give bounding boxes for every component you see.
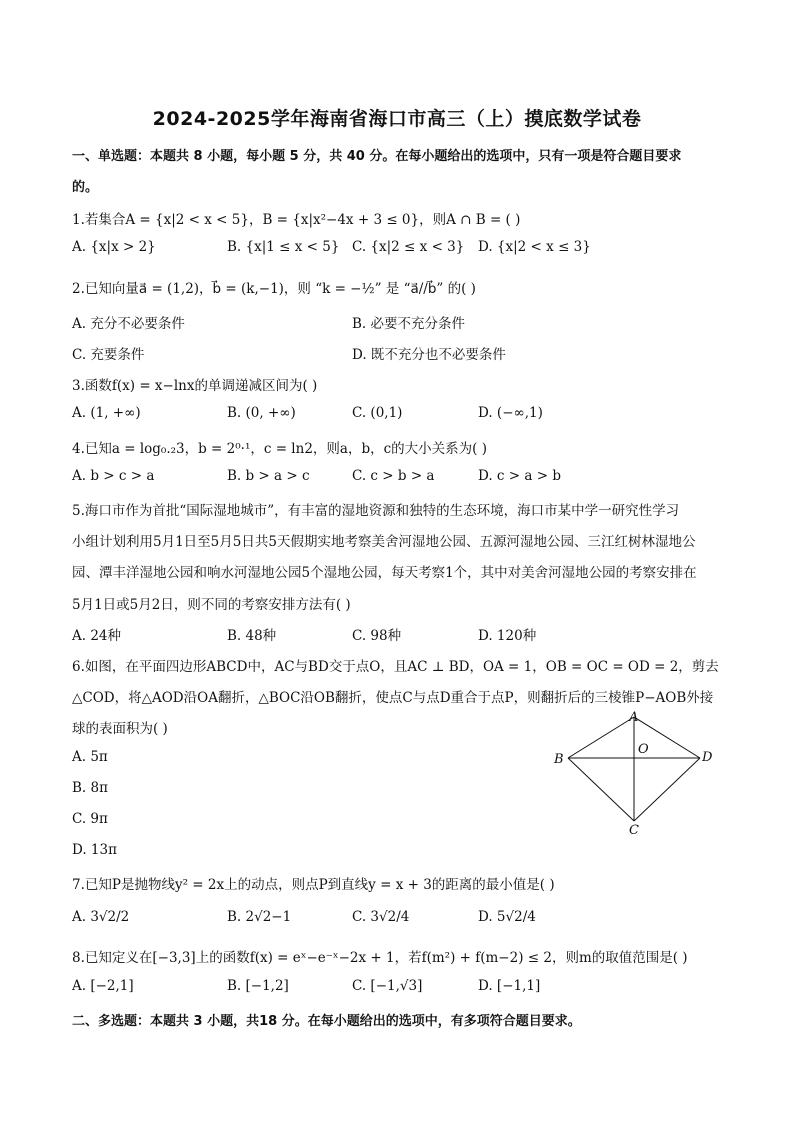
question-2-option-b: B. 必要不充分条件	[352, 316, 466, 332]
section-1-header-cont: 的。	[72, 180, 99, 195]
question-2-option-a: A. 充分不必要条件	[72, 316, 185, 332]
question-8-option-b: B. [−1,2]	[227, 978, 289, 994]
question-1-option-d: D. {x|2 < x ≤ 3}	[478, 239, 591, 255]
question-8-option-a: A. [−2,1]	[72, 978, 134, 994]
question-6-option-d: D. 13π	[72, 842, 117, 858]
question-7-option-b: B. 2√2−1	[227, 909, 292, 925]
page-title: 2024-2025学年海南省海口市高三（上）摸底数学试卷	[152, 108, 642, 130]
question-5-option-b: B. 48种	[227, 628, 277, 644]
question-8-option-d: D. [−1,1]	[478, 978, 541, 994]
question-7-option-c: C. 3√2/4	[352, 909, 410, 925]
figure-label-a: A	[629, 710, 639, 725]
question-5-stem-line-2: 小组计划利用5月1日至5月5日共5天假期实地考察美舍河湿地公园、五源河湿地公园、三江红树林湿地公	[72, 534, 696, 550]
question-4-stem: 4.已知a = log₀.₂3，b = 2⁰·¹，c = ln2，则a，b，c的大小关系为( )	[72, 441, 487, 457]
question-3-option-d: D. (−∞,1)	[478, 405, 543, 421]
question-8-stem: 8.已知定义在[−3,3]上的函数f(x) = eˣ−e⁻ˣ−2x + 1，若f(m²) + f(m−2) ≤ 2，则m的取值范围是( )	[72, 950, 688, 966]
figure-label-o: O	[638, 742, 649, 757]
figure-label-d: D	[702, 750, 713, 765]
question-1-stem: 1.若集合A = {x|2 < x < 5}，B = {x|x²−4x + 3 ≤ 0}，则A ∩ B = ( )	[72, 212, 521, 228]
question-3-stem: 3.函数f(x) = x−lnx的单调递减区间为( )	[72, 378, 318, 394]
question-5-stem-line-1: 5.海口市作为首批“国际湿地城市”，有丰富的湿地资源和独特的生态环境，海口市某中学一研究性学习	[72, 503, 680, 519]
question-4-option-b: B. b > a > c	[227, 468, 310, 484]
quadrilateral-figure	[548, 708, 718, 838]
question-2-stem: 2.已知向量a⃗ = (1,2)，b⃗ = (k,−1)，则 “k = −½” 是 “a⃗//b⃗” 的( )	[72, 281, 476, 297]
question-3-option-a: A. (1, +∞)	[72, 405, 141, 421]
question-6-stem-line-1: 6.如图，在平面四边形ABCD中，AC与BD交于点O，且AC ⊥ BD，OA = 1，OB = OC = OD = 2，剪去	[72, 659, 719, 675]
question-6-option-b: B. 8π	[72, 780, 108, 796]
question-4-option-d: D. c > a > b	[478, 468, 561, 484]
question-1-option-b: B. {x|1 ≤ x < 5}	[227, 239, 340, 255]
question-4-option-c: C. c > b > a	[352, 468, 435, 484]
figure-label-c: C	[629, 823, 639, 838]
section-2-header: 二、多选题：本题共 3 小题，共18 分。在每小题给出的选项中，有多项符合题目要求。	[72, 1014, 581, 1029]
question-5-stem-line-3: 园、潭丰洋湿地公园和响水河湿地公园5个湿地公园，每天考察1个，其中对美舍河湿地公园的考察安排在	[72, 565, 697, 581]
question-2-option-c: C. 充要条件	[72, 347, 145, 363]
question-5-option-a: A. 24种	[72, 628, 122, 644]
question-1-option-c: C. {x|2 ≤ x < 3}	[352, 239, 465, 255]
question-8-option-c: C. [−1,√3]	[352, 978, 423, 994]
question-6-option-c: C. 9π	[72, 811, 108, 827]
question-6-option-a: A. 5π	[72, 749, 108, 765]
question-2-option-d: D. 既不充分也不必要条件	[352, 347, 506, 363]
question-7-stem: 7.已知P是抛物线y² = 2x上的动点，则点P到直线y = x + 3的距离的最小值是( )	[72, 877, 555, 893]
question-1-option-a: A. {x|x > 2}	[72, 239, 156, 255]
figure-label-b: B	[554, 752, 564, 767]
question-4-option-a: A. b > c > a	[72, 468, 155, 484]
question-5-stem-line-4: 5月1日或5月2日，则不同的考察安排方法有( )	[72, 597, 351, 613]
question-3-option-c: C. (0,1)	[352, 405, 403, 421]
question-3-option-b: B. (0, +∞)	[227, 405, 296, 421]
question-6-stem-line-2: △COD，将△AOD沿OA翻折，△BOC沿OB翻折，使点C与点D重合于点P，则翻折后的三棱锥P−AOB外接	[72, 690, 714, 706]
question-7-option-d: D. 5√2/4	[478, 909, 536, 925]
question-5-option-d: D. 120种	[478, 628, 537, 644]
question-7-option-a: A. 3√2/2	[72, 909, 130, 925]
section-1-header: 一、单选题：本题共 8 小题，每小题 5 分，共 40 分。在每小题给出的选项中，只有一项是符合题目要求	[72, 149, 682, 164]
question-5-option-c: C. 98种	[352, 628, 402, 644]
question-6-stem-line-3: 球的表面积为( )	[72, 721, 168, 737]
